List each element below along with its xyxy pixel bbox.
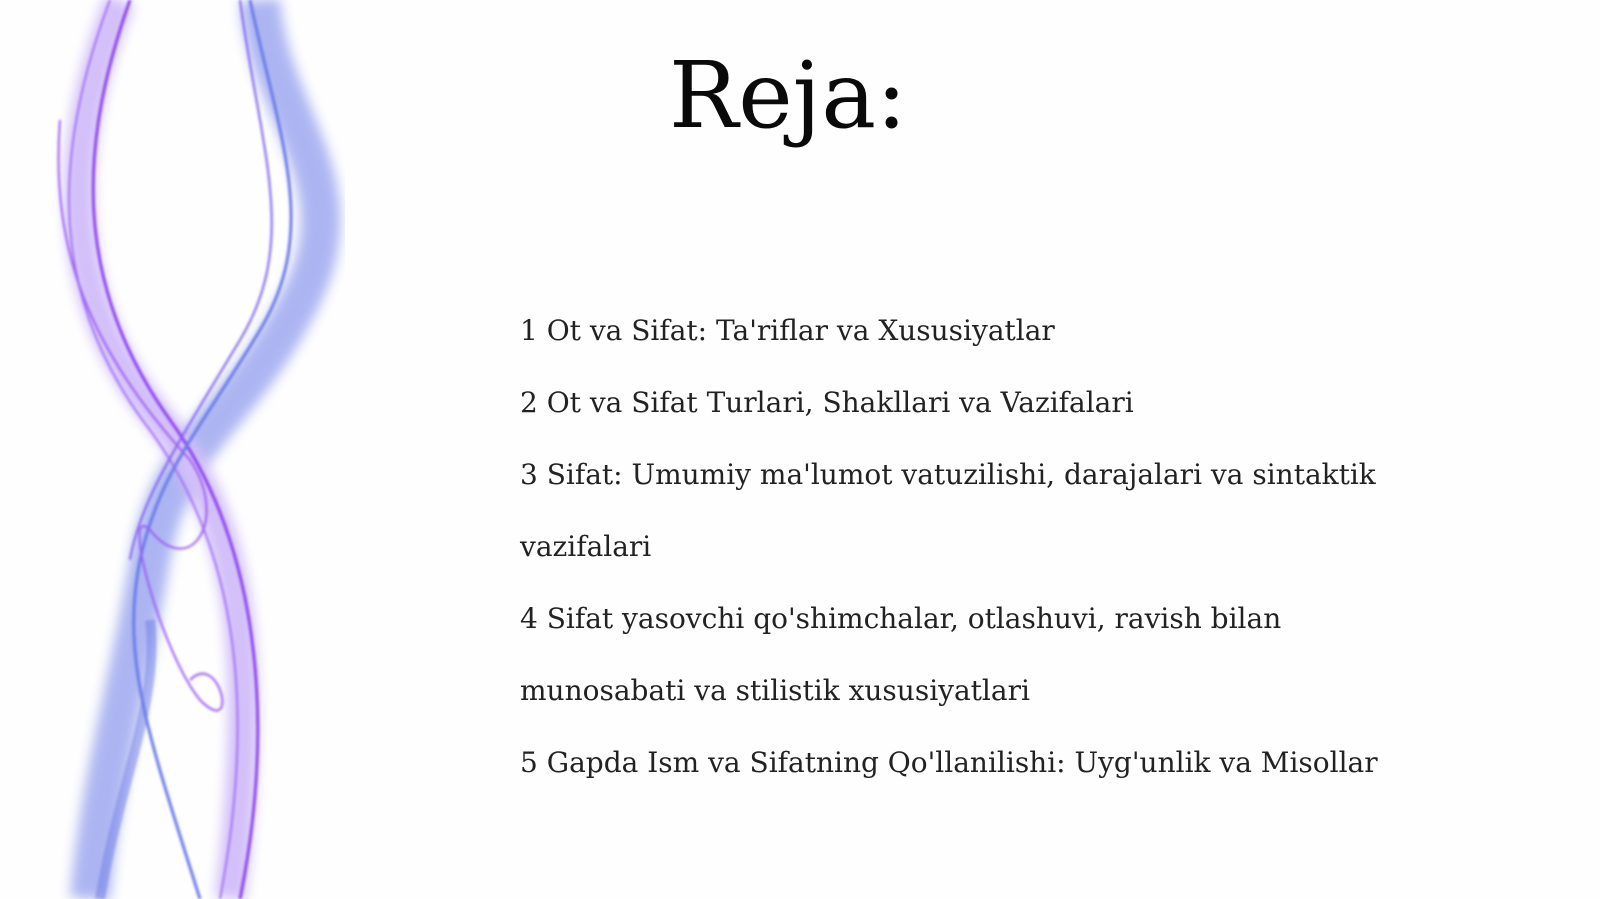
slide-title-text: Reja: [668, 42, 908, 149]
list-item: 1 Ot va Sifat: Ta'riflar va Xususiyatlar [520, 314, 1055, 347]
list-item: 2 Ot va Sifat Turlari, Shakllari va Vazifalari [520, 386, 1134, 419]
list-item: 5 Gapda Ism va Sifatning Qo'llanilishi: Uyg'unlik va Misollar [520, 746, 1378, 779]
list-item: 3 Sifat: Umumiy ma'lumot vatuzilishi, darajalari va sintaktik vazifalari [520, 458, 1376, 563]
slide-title [0, 42, 1600, 149]
list-item: 4 Sifat yasovchi qo'shimchalar, otlashuvi, ravish bilan munosabati va stilistik xususiyatlari [520, 602, 1282, 707]
plan-list [520, 295, 1400, 799]
